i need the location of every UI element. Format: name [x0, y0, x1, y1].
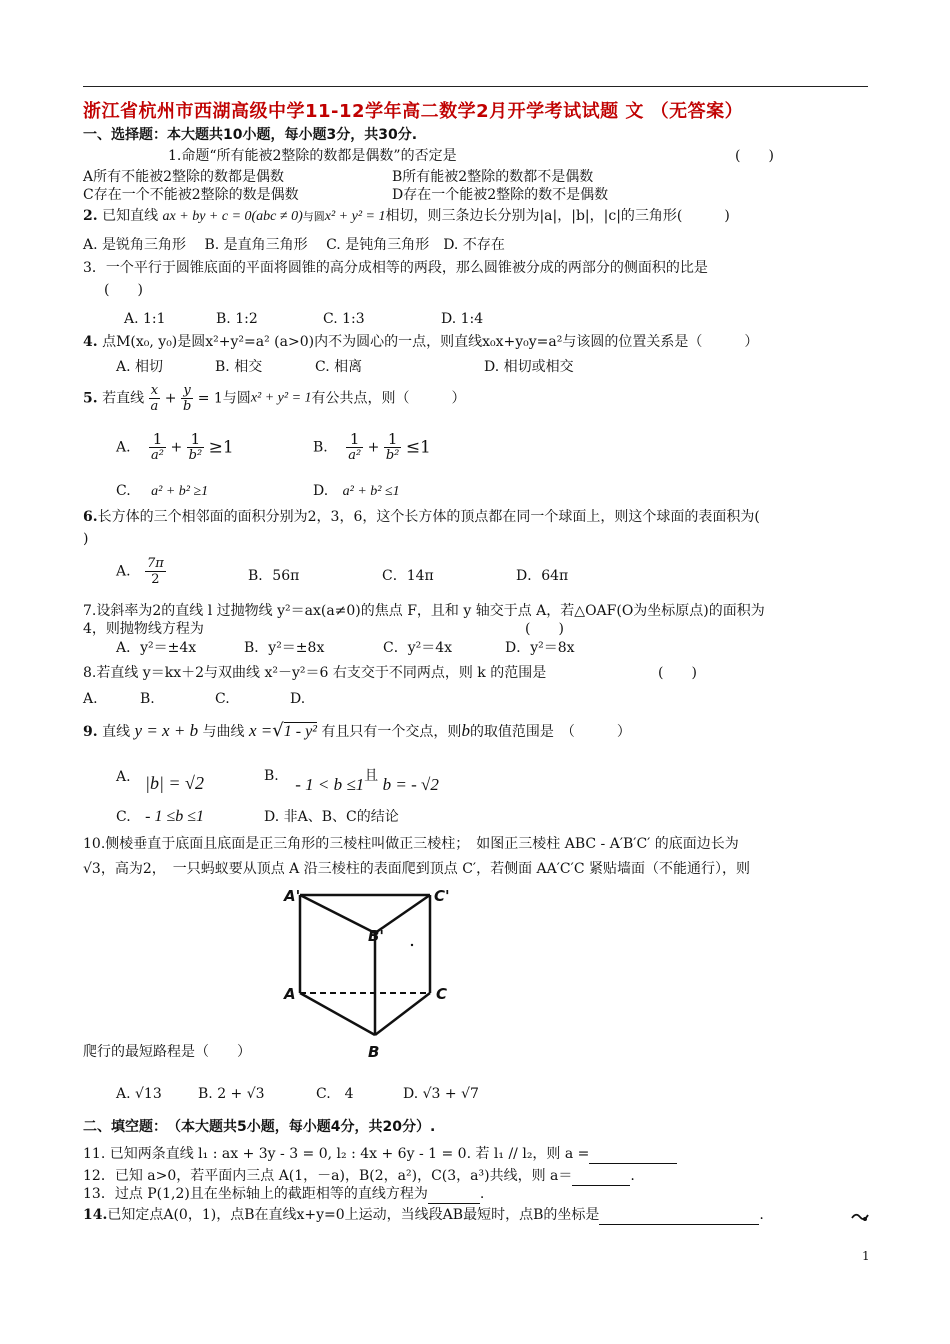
- q8-option-b: B.: [140, 691, 155, 707]
- mark-glyph-icon: [850, 1210, 870, 1224]
- q1-option-a: A所有不能被2整除的数都是偶数: [83, 169, 285, 185]
- q13-answer-blank[interactable]: [428, 1185, 480, 1204]
- q12-tail: .: [630, 1168, 635, 1184]
- q7-option-c: C．y²＝4x: [383, 640, 453, 656]
- q1-option-d: D存在一个能被2整除的数不是偶数: [392, 187, 609, 203]
- q5-option-c: [116, 482, 208, 501]
- q9-a-expr: |b| = √2: [145, 773, 204, 793]
- q9-stem-b: 与曲线: [202, 724, 245, 740]
- q5-frac-y-b: [181, 383, 193, 414]
- q7-option-b: B．y²＝±8x: [244, 640, 325, 656]
- q2-stem-b: 与圆: [302, 210, 325, 223]
- q9-stem-a: 直线: [102, 724, 131, 740]
- section1-header: 一、选择题：本大题共10小题，每小题3分，共30分.: [83, 127, 418, 143]
- q8-paren: ( ): [658, 665, 697, 681]
- q9-b-label: B.: [264, 768, 279, 784]
- q5-frac-b: b: [182, 399, 192, 414]
- q1-paren: ( ): [735, 148, 774, 164]
- q10-stem2: √3，高为2， 一只蚂蚁要从顶点 A 沿三棱柱的表面爬到顶点 C′，若侧面 AA′C′C 紧贴墙面（不能通行），则: [83, 861, 750, 877]
- q6-a-frac: [145, 556, 166, 587]
- q1-option-c: C存在一个不能被2整除的数是偶数: [83, 187, 299, 203]
- q5-option-b: B. $\frac{1}{\text{a²}}$ + $\frac{1}{\text{b²}}$ ≤1: [313, 430, 431, 463]
- q7-stem2: 4，则抛物线方程为: [83, 621, 204, 637]
- edge-a1-b1: [300, 895, 375, 933]
- q4-option-a: A. 相切: [116, 359, 164, 375]
- q2-stem-c: 相切，则三条边长分别为|a|，|b|，|c|的三角形( ): [385, 208, 730, 224]
- q5-stem-c: 有公共点，则（ ）: [311, 390, 466, 407]
- q5-frac-y: y: [181, 383, 193, 399]
- q1-option-b: B所有能被2整除的数都不是偶数: [392, 169, 594, 185]
- q5-b-rel: ≤1: [405, 437, 431, 458]
- q2-math2: x² + y² = 1: [324, 209, 386, 224]
- q6-option-a: [116, 556, 166, 587]
- page-title: 浙江省杭州市西湖高级中学11-12学年高二数学2月开学考试试题 文 （无答案）: [83, 101, 744, 122]
- q6-line: [83, 508, 760, 526]
- q11-line: [83, 1145, 677, 1164]
- q10-stem3: 爬行的最短路程是（ ）: [83, 1044, 251, 1060]
- q5-d-label: D.: [313, 483, 329, 499]
- q14-answer-blank[interactable]: [599, 1206, 759, 1225]
- q6-stem: 长方体的三个相邻面的面积分别为2，3，6，这个长方体的顶点都在同一个球面上，则这个球面的表面积为(: [97, 509, 760, 525]
- q11-answer-blank[interactable]: [589, 1145, 677, 1164]
- q3-option-b: B. 1:2: [216, 311, 258, 327]
- q9-b-expr1: - 1 < b ≤1: [295, 775, 365, 794]
- q5-a-rel: ≥1: [208, 437, 234, 458]
- q6-a-label: A.: [116, 563, 131, 580]
- stray-dot: [411, 944, 413, 946]
- q6-stem2: ): [83, 531, 89, 547]
- q5-a-frac1: [149, 432, 166, 463]
- q6-number: 6.: [83, 509, 98, 525]
- q8-option-c: C.: [215, 691, 230, 707]
- q9-option-b: [264, 766, 439, 794]
- q9-b: b: [461, 721, 470, 740]
- q13-stem: 13．过点 P(1,2)且在坐标轴上的截距相等的直线方程为: [83, 1186, 428, 1202]
- q9-c-label: C.: [116, 809, 131, 825]
- q5-line: 5. 若直线 $\frac{x}{a}$ + $\frac{y}{b}$ = 1与圆x² + y² = 1有公共点，则（ ）: [83, 383, 466, 414]
- q13-line: [83, 1185, 484, 1204]
- q14-number: 14.: [83, 1207, 108, 1223]
- section2-header: 二、填空题： （本大题共5小题，每小题4分，共20分）.: [83, 1119, 436, 1135]
- q5-stem-a: 若直线: [102, 390, 145, 407]
- q4-line: [83, 333, 758, 351]
- q9-stem-c: 有且只有一个交点，则: [321, 724, 462, 740]
- edge-b-c: [375, 993, 430, 1035]
- q14-stem: 已知定点A(0，1)，点B在直线x+y=0上运动，当线段AB最短时，点B的坐标是: [107, 1207, 600, 1223]
- q9-option-a: [116, 766, 204, 793]
- q5-number: 5.: [83, 390, 98, 407]
- label-a1: A': [284, 887, 301, 905]
- q5-option-d: [313, 482, 400, 501]
- q2-math: ax + by + c = 0(abc ≠ 0): [162, 209, 303, 224]
- q8-option-a: A.: [83, 691, 98, 707]
- q14-line: [83, 1206, 764, 1225]
- q5-c-expr: a² + b² ≥1: [151, 484, 209, 499]
- q9-b-and: 且: [364, 768, 379, 784]
- q5-b-a2: a²: [348, 448, 362, 463]
- q10-option-c: C. 4: [316, 1086, 354, 1102]
- page-number: 1: [862, 1249, 870, 1263]
- q2-number: 2.: [83, 208, 98, 224]
- prism-figure: [280, 885, 460, 1065]
- q2-stem-a: 已知直线: [102, 208, 159, 224]
- q5-option-a: A. $\frac{1}{\text{a²}}$ + $\frac{1}{\text{b²}}$ ≥1: [116, 430, 234, 463]
- q7-stem: 7.设斜率为2的直线 l 过抛物线 y²＝ax(a≠0)的焦点 F，且和 y 轴交于点 A，若△OAF(O为坐标原点)的面积为: [83, 603, 765, 619]
- q5-c-label: C.: [116, 483, 131, 499]
- q4-stem: 点M(x₀, y₀)是圆x²+y²=a² (a>0)内不为圆心的一点，则直线x₀x+y₀y=a²与该圆的位置关系是（ ）: [102, 334, 759, 350]
- q3-option-d: D. 1:4: [441, 311, 484, 327]
- q5-a-one2: 1: [187, 432, 205, 448]
- q12-stem: 12．已知 a>0，若平面内三点 A(1，－a)，B(2，a²)，C(3，a³)共线，则 a＝: [83, 1168, 573, 1184]
- q9-b-expr2: b = - √2: [382, 775, 439, 794]
- q12-answer-blank[interactable]: [572, 1167, 630, 1186]
- q9-a-label: A.: [116, 769, 131, 785]
- q5-b-label: B.: [313, 439, 328, 456]
- q9-math2-right: 1 - y²: [283, 723, 317, 740]
- q10-option-d: D. √3 + √7: [403, 1086, 479, 1102]
- q4-option-b: B. 相交: [215, 359, 263, 375]
- q9-math1: y = x + b: [134, 721, 199, 740]
- q6-a-den: 2: [151, 572, 160, 587]
- q8-stem: 8.若直线 y＝kx＋2与双曲线 x²－y²＝6 右支交于不同两点，则 k 的范围是: [83, 665, 547, 681]
- q5-math: x² + y² = 1: [250, 390, 312, 406]
- q9-option-d: D. 非A、B、C的结论: [264, 809, 399, 825]
- q6-a-num: 7π: [147, 556, 164, 571]
- q6-option-d: D．64π: [516, 568, 569, 584]
- q5-frac-a: a: [150, 399, 159, 414]
- q14-tail: .: [759, 1207, 764, 1223]
- q4-option-d: D. 相切或相交: [484, 359, 574, 375]
- q5-a-label: A.: [116, 439, 131, 456]
- label-b1: B': [368, 927, 385, 945]
- q9-c-expr: - 1 ≤b ≤1: [145, 808, 205, 825]
- q5-b-one2: 1: [384, 432, 402, 448]
- q6-option-b: B．56π: [248, 568, 300, 584]
- q4-number: 4.: [83, 334, 98, 350]
- q5-a-a2: a²: [151, 448, 164, 463]
- label-c1: C': [434, 887, 450, 905]
- q5-a-b2: b²: [188, 448, 203, 463]
- q9-number: 9.: [83, 724, 98, 740]
- q9-option-c: [116, 808, 204, 826]
- q3-stem: 3．一个平行于圆锥底面的平面将圆锥的高分成相等的两段，那么圆锥被分成的两部分的侧面积的比是: [83, 260, 708, 276]
- q5-frac-x-a: [149, 383, 161, 414]
- q12-line: [83, 1167, 635, 1186]
- label-a: A: [284, 985, 296, 1003]
- q13-tail: .: [479, 1186, 485, 1202]
- label-c: C: [436, 985, 448, 1003]
- q3-option-a: A. 1:1: [124, 311, 166, 327]
- q3-option-c: C. 1:3: [323, 311, 365, 327]
- q9-line: 9. 直线 y = x + b 与曲线 x =√1 - y² 有且只有一个交点，则b的取值范围是 （ ）: [83, 720, 631, 741]
- q5-d-expr: a² + b² ≤1: [342, 484, 400, 499]
- q5-b-one1: 1: [346, 432, 363, 448]
- q10-option-b: B. 2 + √3: [198, 1086, 265, 1102]
- q9-math2-left: x =: [248, 721, 273, 740]
- q3-paren: ( ): [104, 282, 143, 298]
- label-b: B: [368, 1043, 380, 1061]
- q9-stem-d: 的取值范围是 （ ）: [469, 724, 631, 740]
- q5-a-frac2: [187, 432, 205, 463]
- edge-a-b: [300, 993, 375, 1035]
- q7-option-d: D．y²＝8x: [505, 640, 575, 656]
- q7-paren: ( ): [525, 621, 564, 637]
- q7-option-a: A．y²＝±4x: [116, 640, 197, 656]
- q10-stem: 10.侧棱垂直于底面且底面是正三角形的三棱柱叫做正三棱柱； 如图正三棱柱 ABC - A′B′C′ 的底面边长为: [83, 836, 739, 852]
- q5-b-b2: b²: [385, 448, 400, 463]
- q5-b-frac2: [384, 432, 402, 463]
- top-rule: [83, 86, 868, 87]
- q8-option-d: D.: [290, 691, 306, 707]
- q10-option-a: A. √13: [116, 1086, 162, 1102]
- q5-stem-b: = 1与圆: [197, 390, 251, 407]
- q4-option-c: C. 相离: [315, 359, 363, 375]
- q1-stem: 1.命题“所有能被2整除的数都是偶数”的否定是: [168, 148, 457, 164]
- q2-options: A. 是锐角三角形 B. 是直角三角形 C. 是钝角三角形 D. 不存在: [83, 237, 505, 253]
- q5-frac-x: x: [149, 383, 161, 399]
- q11-stem: 11. 已知两条直线 l₁ : ax + 3y - 3 = 0, l₂ : 4x + 6y - 1 = 0. 若 l₁ // l₂，则 a =: [83, 1146, 590, 1162]
- q6-option-c: C．14π: [382, 568, 434, 584]
- q2-line: [83, 207, 730, 226]
- q5-a-one1: 1: [149, 432, 166, 448]
- q5-b-frac1: [346, 432, 363, 463]
